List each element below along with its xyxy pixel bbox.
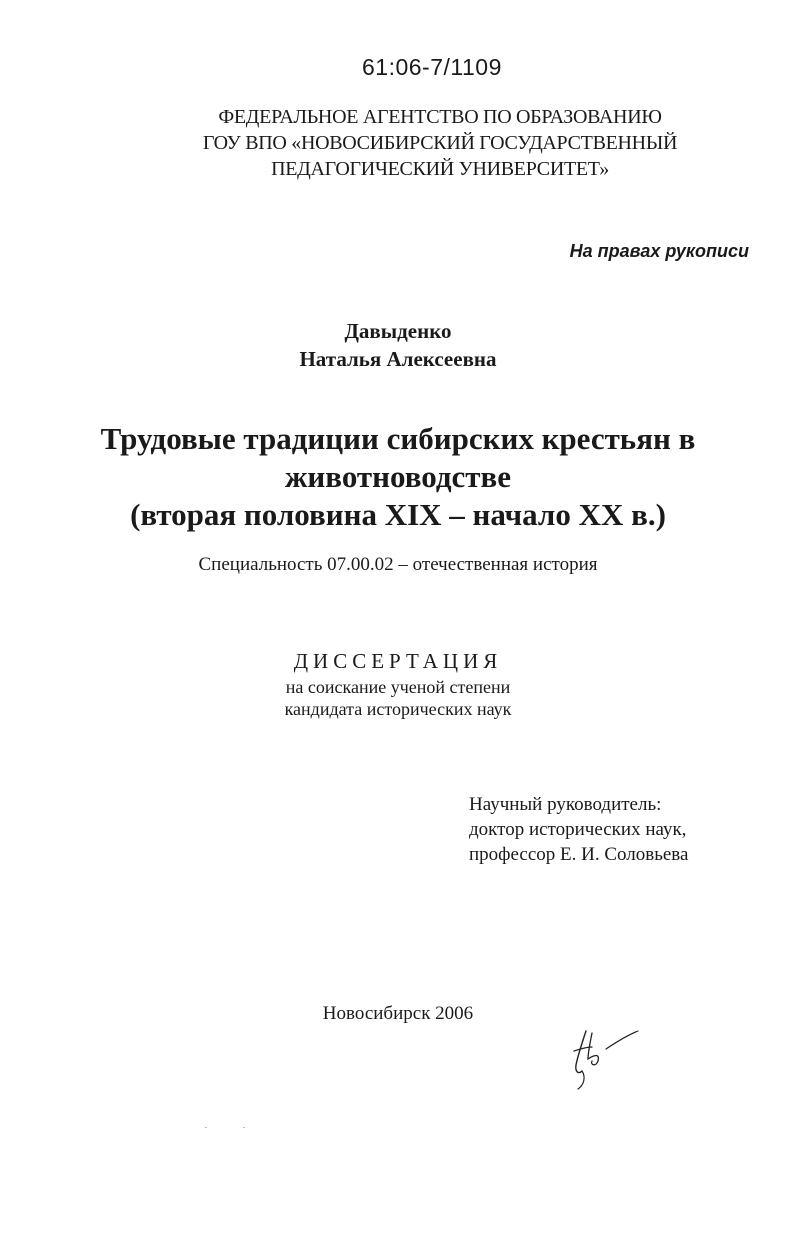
degree-block: [0, 676, 796, 720]
degree-line: на соискание ученой степени: [285, 677, 511, 697]
catalog-number: 61:06-7/1109: [362, 54, 502, 80]
author-surname: Давыденко: [344, 319, 452, 343]
handwritten-signature: [566, 1025, 642, 1093]
dissertation-title: [0, 420, 796, 534]
title-line: животноводстве: [284, 459, 512, 494]
scan-speck: [243, 1127, 245, 1128]
specialty: Специальность 07.00.02 – отечественная история: [198, 554, 598, 575]
city-year: Новосибирск 2006: [322, 1003, 474, 1024]
agency-line: ГОУ ВПО «НОВОСИБИРСКИЙ ГОСУДАРСТВЕННЫЙ: [202, 132, 678, 154]
title-line: (вторая половина XIX – начало XX в.): [130, 497, 666, 532]
document-type: ДИССЕРТАЦИЯ: [293, 649, 503, 673]
manuscript-rights-note: На правах рукописи: [569, 241, 749, 261]
degree-line: кандидата исторических наук: [284, 699, 512, 719]
scan-speck: [205, 1127, 207, 1128]
author-block: [0, 317, 796, 373]
agency-header: [180, 104, 700, 182]
title-line: Трудовые традиции сибирских крестьян в: [100, 421, 696, 456]
agency-line: ФЕДЕРАЛЬНОЕ АГЕНТСТВО ПО ОБРАЗОВАНИЮ: [218, 106, 662, 128]
advisor-block: [469, 792, 688, 867]
author-name: Наталья Алексеевна: [299, 347, 497, 371]
agency-line: ПЕДАГОГИЧЕСКИЙ УНИВЕРСИТЕТ»: [271, 158, 609, 180]
advisor-line: доктор исторических наук,: [469, 819, 687, 840]
advisor-line: профессор Е. И. Соловьева: [469, 844, 689, 865]
advisor-line: Научный руководитель:: [469, 794, 662, 815]
